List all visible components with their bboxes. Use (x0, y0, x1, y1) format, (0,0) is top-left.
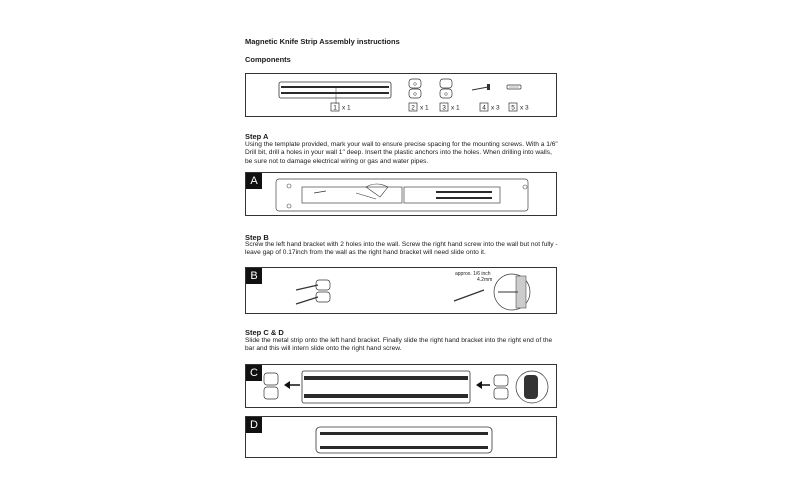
document-title: Magnetic Knife Strip Assembly instructions (245, 37, 400, 46)
step-b-panel (245, 267, 557, 314)
step-a-heading: Step A (245, 132, 269, 141)
step-a-panel (245, 172, 557, 216)
component-number-3: 3 (442, 104, 446, 112)
step-cd-heading: Step C & D (245, 328, 284, 337)
component-number-4: 4 (482, 104, 486, 112)
component-qty-5: x 3 (520, 104, 529, 112)
screw-component (472, 84, 490, 90)
assembled-strip (316, 427, 492, 453)
step-c-illustration (246, 365, 558, 409)
hand-detail (516, 371, 548, 403)
step-c-badge: C (246, 365, 262, 381)
step-d-panel (245, 416, 557, 458)
component-qty-1: x 1 (342, 104, 351, 112)
step-d-illustration (246, 417, 558, 459)
component-qty-2: x 1 (420, 104, 429, 112)
component-number-5: 5 (511, 104, 515, 112)
components-illustration (246, 74, 558, 118)
arrow-left-icon (284, 381, 300, 389)
step-cd-text: Slide the metal strip onto the left hand bracket. Finally slide the right hand bracket into the right end of the bar and this will intern slide onto the right hand screw. (245, 337, 553, 353)
component-number-1: 1 (333, 104, 337, 112)
metal-strip (302, 371, 470, 403)
template-right (404, 187, 500, 203)
arrow-left-icon (476, 381, 490, 389)
strip-outline (436, 191, 492, 193)
template-left (302, 187, 402, 203)
right-bracket-piece (494, 375, 508, 399)
left-bracket-piece (264, 373, 278, 399)
step-c-panel (245, 364, 557, 408)
component-number-2: 2 (411, 104, 415, 112)
components-heading: Components (245, 55, 291, 64)
component-qty-4: x 3 (491, 104, 500, 112)
gap-callout-label: approx. 1/6 inch (455, 271, 491, 277)
step-b-heading: Step B (245, 233, 269, 242)
gap-callout-mm: 4.2mm (477, 277, 493, 283)
step-a-text: Using the template provided, mark your wall to ensure precise spacing for the mounting screws. With a 1/6" Drill bit, drill a holes in your wall 1" deep. Insert the plastic anchors into the holes. When drilling into walls, be sure not to damage electrical wiring or gas and water pipes. (245, 141, 558, 165)
step-b-badge: B (246, 268, 262, 284)
anchor-component (507, 85, 521, 89)
components-panel (245, 73, 557, 117)
knife-strip-component (279, 82, 391, 104)
step-b-illustration (246, 268, 558, 315)
component-qty-3: x 1 (451, 104, 460, 112)
step-a-badge: A (246, 173, 262, 189)
step-d-badge: D (246, 417, 262, 433)
strip-outline (436, 197, 492, 199)
left-bracket-component (409, 79, 421, 98)
right-bracket-component (440, 79, 452, 98)
step-a-illustration (246, 173, 558, 217)
left-bracket-screws (296, 280, 330, 304)
step-b-text: Screw the left hand bracket with 2 holes into the wall. Screw the right hand screw into the wall but not fully - leave gap of 0.17inch from the wall as the right hand bracket will need slide onto it. (245, 241, 558, 257)
